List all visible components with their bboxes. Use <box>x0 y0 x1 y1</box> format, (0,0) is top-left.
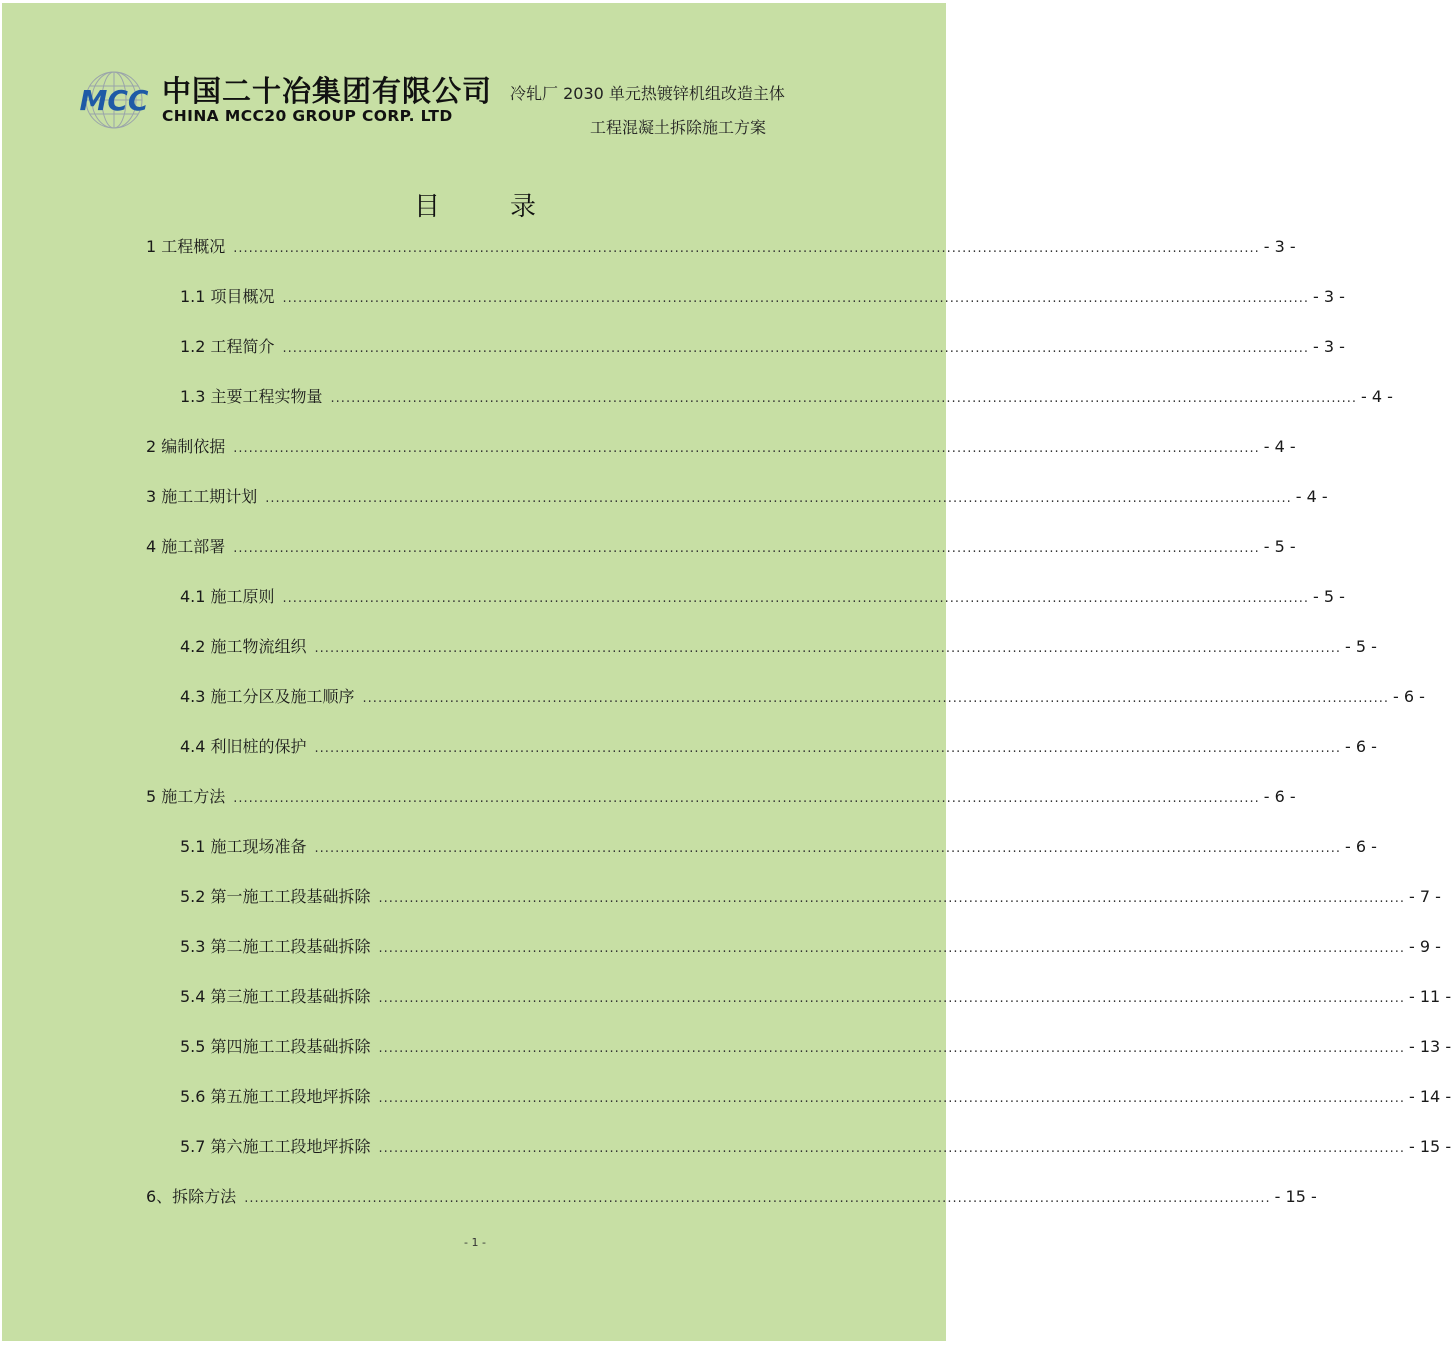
toc-dot-leader: ........................................................................................................................................................................................................ <box>378 891 1406 906</box>
toc-entry-title: 5 施工方法 <box>146 787 226 806</box>
toc-entry-page: - 13 - <box>1409 1037 1451 1056</box>
toc-entry-page: - 15 - <box>1409 1137 1451 1156</box>
toc-entry-page: - 6 - <box>1345 837 1377 856</box>
toc-entry-title: 4 施工部署 <box>146 537 226 556</box>
toc-dot-leader: ........................................................................................................................................................................................................ <box>378 1041 1406 1056</box>
toc-entry-title: 4.2 施工物流组织 <box>180 637 307 656</box>
mcc-globe-logo-icon <box>70 69 158 131</box>
toc-entry-page: - 4 - <box>1263 437 1296 456</box>
toc-dot-leader: ........................................................................................................................................................................................................ <box>282 291 1310 306</box>
logo-letters: MCC <box>79 84 149 117</box>
toc-entry-title: 5.2 第一施工工段基础拆除 <box>180 887 371 906</box>
toc-entry[interactable] <box>180 884 1441 906</box>
toc-entry[interactable] <box>146 484 1328 506</box>
toc-entry-page: - 14 - <box>1409 1087 1451 1106</box>
toc-entry-title: 5.3 第二施工工段基础拆除 <box>180 937 371 956</box>
toc-dot-leader: ........................................................................................................................................................................................................ <box>282 341 1310 356</box>
toc-dot-leader: ........................................................................................................................................................................................................ <box>330 391 1358 406</box>
toc-entry[interactable] <box>180 934 1441 956</box>
toc-entry-page: - 6 - <box>1345 737 1377 756</box>
toc-entry-page: - 6 - <box>1393 687 1425 706</box>
toc-dot-leader: ........................................................................................................................................................................................................ <box>233 241 1260 256</box>
toc-entry-page: - 15 - <box>1274 1187 1317 1206</box>
toc-entry-page: - 5 - <box>1263 537 1296 556</box>
toc-dot-leader: ........................................................................................................................................................................................................ <box>265 491 1292 506</box>
toc-entry-page: - 4 - <box>1295 487 1328 506</box>
toc-dot-leader: ........................................................................................................................................................................................................ <box>314 741 1342 756</box>
toc-entry-title: 5.6 第五施工工段地坪拆除 <box>180 1087 371 1106</box>
toc-dot-leader: ........................................................................................................................................................................................................ <box>362 691 1390 706</box>
toc-entry-page: - 3 - <box>1313 337 1345 356</box>
toc-entry-title: 6、拆除方法 <box>146 1187 237 1206</box>
toc-entry-page: - 11 - <box>1409 987 1451 1006</box>
toc-entry[interactable] <box>180 584 1345 606</box>
toc-entry[interactable] <box>180 834 1377 856</box>
toc-entry[interactable] <box>180 384 1393 406</box>
toc-dot-leader: ........................................................................................................................................................................................................ <box>314 841 1342 856</box>
toc-dot-leader: ........................................................................................................................................................................................................ <box>233 441 1260 456</box>
toc-dot-leader: ........................................................................................................................................................................................................ <box>378 991 1406 1006</box>
toc-entry-page: - 5 - <box>1313 587 1345 606</box>
toc-dot-leader: ........................................................................................................................................................................................................ <box>378 1091 1406 1106</box>
toc-entry-page: - 3 - <box>1263 237 1296 256</box>
toc-entry-page: - 3 - <box>1313 287 1345 306</box>
toc-entry[interactable] <box>180 284 1345 306</box>
toc-entry-title: 5.4 第三施工工段基础拆除 <box>180 987 371 1006</box>
toc-entry[interactable] <box>180 684 1425 706</box>
toc-entry[interactable] <box>146 234 1296 256</box>
toc-entry-title: 5.5 第四施工工段基础拆除 <box>180 1037 371 1056</box>
document-title-line2: 工程混凝土拆除施工方案 <box>590 118 767 137</box>
toc-entry-title: 3 施工工期计划 <box>146 487 258 506</box>
toc-entry-page: - 9 - <box>1409 937 1441 956</box>
toc-entry[interactable] <box>146 784 1296 806</box>
toc-entry-title: 1.3 主要工程实物量 <box>180 387 323 406</box>
toc-dot-leader: ........................................................................................................................................................................................................ <box>233 541 1260 556</box>
toc-entry[interactable] <box>180 984 1451 1006</box>
toc-entry[interactable] <box>180 1134 1451 1156</box>
toc-entry-title: 2 编制依据 <box>146 437 226 456</box>
footer-page-number: - 1 - <box>464 1236 486 1249</box>
toc-entry[interactable] <box>180 634 1377 656</box>
toc-dot-leader: ........................................................................................................................................................................................................ <box>378 1141 1406 1156</box>
toc-entry-title: 1.1 项目概况 <box>180 287 275 306</box>
toc-dot-leader: ........................................................................................................................................................................................................ <box>244 1191 1271 1206</box>
toc-dot-leader: ........................................................................................................................................................................................................ <box>233 791 1260 806</box>
toc-entry[interactable] <box>180 1034 1451 1056</box>
toc-entry-page: - 5 - <box>1345 637 1377 656</box>
toc-entry-title: 4.4 利旧桩的保护 <box>180 737 307 756</box>
toc-entry-title: 5.1 施工现场准备 <box>180 837 307 856</box>
toc-entry[interactable] <box>180 734 1377 756</box>
toc-entry-title: 5.7 第六施工工段地坪拆除 <box>180 1137 371 1156</box>
toc-entry-title: 1 工程概况 <box>146 237 226 256</box>
toc-entry-title: 1.2 工程简介 <box>180 337 275 356</box>
toc-dot-leader: ........................................................................................................................................................................................................ <box>378 941 1406 956</box>
toc-entry-page: - 7 - <box>1409 887 1441 906</box>
company-name-cn: 中国二十冶集团有限公司 <box>162 74 493 108</box>
toc-entry[interactable] <box>146 1184 1317 1206</box>
toc-entry[interactable] <box>146 534 1296 556</box>
toc-entry-title: 4.1 施工原则 <box>180 587 275 606</box>
toc-entry[interactable] <box>180 1084 1451 1106</box>
toc-entry-page: - 4 - <box>1361 387 1393 406</box>
toc-heading: 目录 <box>413 192 606 222</box>
toc-entry-page: - 6 - <box>1263 787 1296 806</box>
company-name-en: CHINA MCC20 GROUP CORP. LTD <box>162 107 453 125</box>
toc-dot-leader: ........................................................................................................................................................................................................ <box>282 591 1310 606</box>
toc-entry[interactable] <box>146 434 1296 456</box>
toc-entry-title: 4.3 施工分区及施工顺序 <box>180 687 355 706</box>
toc-dot-leader: ........................................................................................................................................................................................................ <box>314 641 1342 656</box>
document-title-line1: 冷轧厂 2030 单元热镀锌机组改造主体 <box>510 84 785 103</box>
toc-entry[interactable] <box>180 334 1345 356</box>
